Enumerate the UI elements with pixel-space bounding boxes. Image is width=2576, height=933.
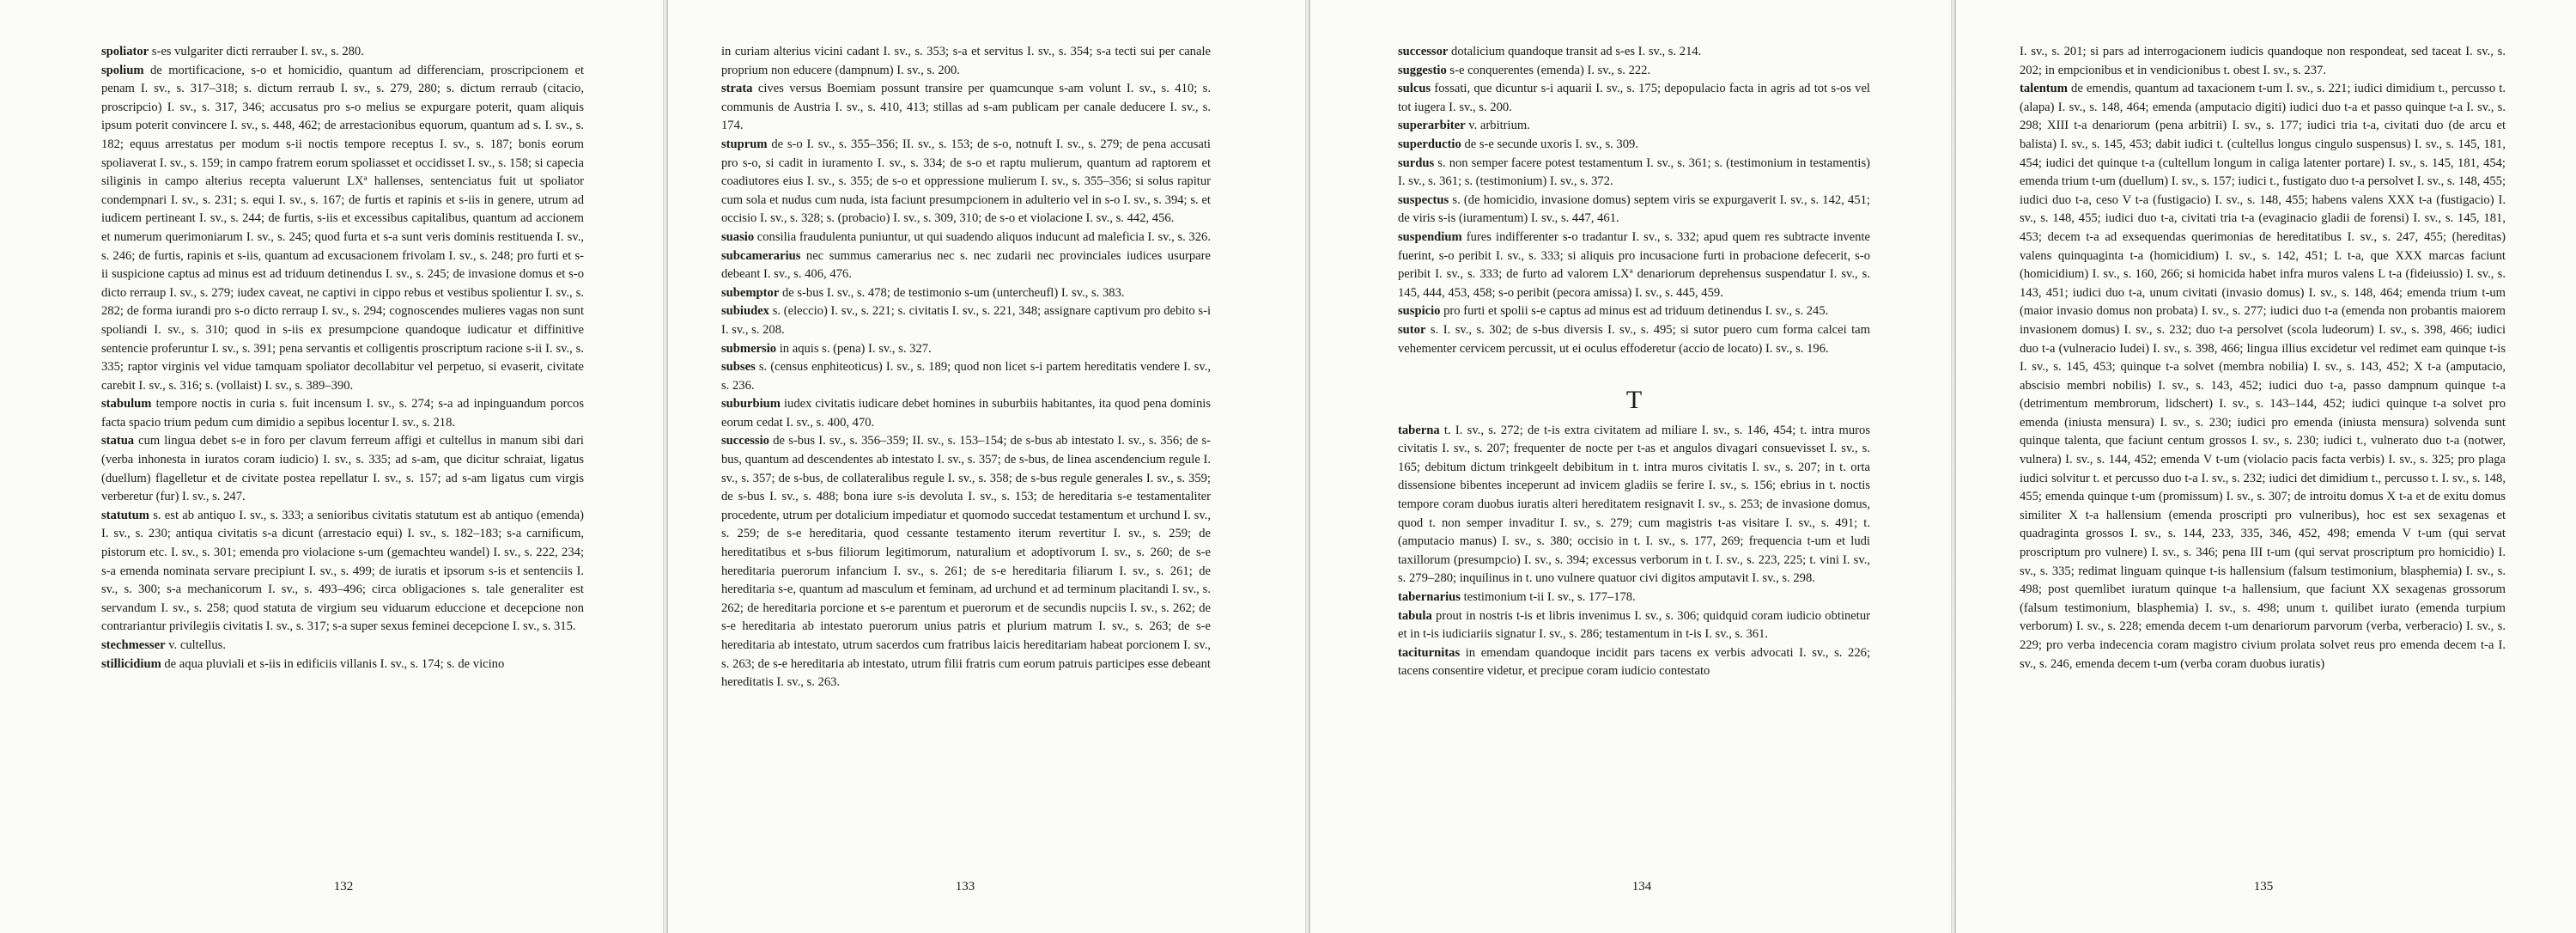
entry-text: pro furti et spolii s-e captus ad minus est ad triduum detinendus I. sv., s. 245. <box>1440 304 1829 319</box>
page-135 <box>1956 0 2576 933</box>
entry-headword: sulcus <box>1398 82 1431 96</box>
page-134 <box>1310 0 1951 933</box>
entry-text: de emendis, quantum ad taxacionem t-um I. sv., s. 221; iudici dimidium t., percusso t. (alapa) I. sv., s. 148, 464; emenda (amputacio digiti) iudici duo t-a et passo quinque t-a I. sv., s. 298; XIII t-a denariorum (pena arbitrii) I. sv., s. 177; iudici tria t-a, civitati duo (de arcu et balista) I. sv., s. 145, 453; dabit iudici t. (cultellus longus cingulo suspensus) I. sv., s. 145, 181, 454; iudici det quinque t-a (cultellum longum in caliga latenter portare) I. sv., s. 145, 181, 454; emenda trium t-um (duellum) I. sv., s. 157; iudici t., fustigato duo t-a persolvet I. sv., s. 148, 455; iudici duo t-a, ceso V t-a (fustigacio) I. sv., s. 148, 455; habens valens XXX t-a (fustigacio) I. sv., s. 148, 455; iudici duo t-a, civitati tria t-a (evaginacio gladii de forensi) I. sv., s. 145, 181, 453; decem t-a ad exsequendas querimonias de hereditatibus I. sv., s. 247, 455; (hereditas) valens quinquaginta t-a (homicidium) I. sv., s. 142, 451; L t-a, que XXX marcas faciunt (homicidium) I. sv., s. 160, 266; si homicida habet infra muros valens L t-a (fideiussio) I. sv., s. 143, 451; iudici duo t-a, unum civitati (invasio domus) I. sv., s. 148, 464; emenda trium t-um (maior invasio domus non probata) I. sv., s. 277; iudici duo t-a (emenda non probantis maiorem invasionem domus) I. sv., s. 232; duo t-a persolvet (scola ludeorum) I. sv., s. 398, 466; iudici duo t-a (vulneracio Iudei) I. sv., s. 398, 466; lingua illius excidetur vel redimet eam quinque t-is I. sv., s. 145, 453; quinque t-a solvet (membra nobilia) I. sv., s. 143, 452; X t-a (amputacio, abscisio membri nobilis) I. sv., s. 143, 452; iudici duo t-a, passo dampnum quinque t-a (detrimentum membrorum, lidschert) I. sv., s. 143–144, 452; iudici quinque t-a solvet pro emenda (iniusta mensura) I. sv., s. 230; iudici pro emenda (iniusta mensura) solvenda sunt quinque talenta, que faciunt centum grossos I. sv., s. 230; iudici t., vulnerato duo t-a (notwer, vulnera) I. sv., s. 144, 452; emenda V t-um (violacio pacis facta verbis) I. sv., s. 325; pro plaga iudici solvitur t. et percusso duo t-a I. sv., s. 232; iudici det dimidium t., percusso t. I. sv., s. 148, 455; emenda quinque t-um (promissum) I. sv., s. 307; de introitu domus X t-a et de exitu domus similiter X t-a hallensium (emenda proscripti pro vulneribus), hoc est sex sexagenas et quadraginta grossos I. sv., s. 144, 233, 335, 346, 452, 498; emenda V t-um (qui servat proscriptum pro vulnere) I. sv., s. 346; pena III t-um (qui servat proscriptum pro homicidio) I. sv., s. 335; redimat linguam quinque t-is hallensium (falsum testimonium, blasphemia) I. sv., s. 498; post quemlibet iuratum quinque t-a hallensium, que faciunt XX sexagenas grossorum (falsum testimonium, blasphemia) I. sv., s. 498; unum t. quilibet iurato (emenda turpium verborum) I. sv., s. 228; emenda decem t-um denariorum parvorum (verba, verberacio) I. sv., s. 229; pro verba indecencia coram magistro civium prolata solvet reus pro emenda decem t-a I. sv., s. 246, emenda decem t-um (verba coram duobus iuratis) <box>2020 82 2506 671</box>
entry-headword: sutor <box>1398 322 1426 337</box>
index-entry <box>721 284 1211 303</box>
entry-headword: subemptor <box>721 285 780 300</box>
page-132 <box>0 0 663 933</box>
index-entry <box>101 507 584 637</box>
entry-text: de s-e secunde uxoris I. sv., s. 309. <box>1461 137 1638 151</box>
entry-text: de s-bus I. sv., s. 356–359; II. sv., s. 153–154; de s-bus ab intestato I. sv., s. 356; de s-bus, quantum ad descendentes ab intestato I. sv., s. 357; de s-bus, de linea ascendencium regule I. sv., s. 357; de s-bus, de collateralibus regule I. sv., s. 358; de s-bus regule generales I. sv., s. 359; de s-bus I. sv., s. 488; bona iure s-is devoluta I. sv., s. 153; de hereditaria s-e testamentaliter procedente, utrum per dotalicium impediatur et quomodo succedat testamentum et urchund I. sv., s. 259; de s-e hereditaria, quod cessante testamento iterum revertitur I. sv., s. 259; de hereditatibus et s-bus filiorum legitimorum, naturalium et adoptivorum I. sv., s. 260; de s-e hereditaria puerorum infancium I. sv., s. 261; de s-e hereditaria filiarum I. sv., s. 261; de hereditaria s-e, quantum ad masculum et feminam, ad urchund et ad terminum placitandi I. sv., s. 262; de hereditaria porcione et s-e parentum et puerorum et de secundis nupciis I. sv., s. 262; de s-e hereditaria ab intestato puerorum unius patris et plurium matrum I. sv., s. 263; de s-e hereditaria ab intestato, utrum sacerdos cum fratribus laicis hereditariam habeat porcionem I. sv., s. 263; de s-e hereditaria ab intestato, utrum filii fratris cum eorum patruis participes esse debeant hereditatis I. sv., s. 263. <box>721 434 1211 690</box>
entry-headword: successio <box>721 434 769 448</box>
index-entry <box>721 247 1211 284</box>
page-number: 134 <box>1631 880 1652 893</box>
index-column <box>101 43 584 674</box>
entry-headword: tabula <box>1398 608 1432 623</box>
entry-text: testimonium t-ii I. sv., s. 177–178. <box>1460 590 1636 605</box>
page-number: 135 <box>2253 880 2274 893</box>
entry-headword: superductio <box>1398 137 1461 151</box>
entry-text: prout in nostris t-is et libris invenimus I. sv., s. 306; quidquid coram iudicio obtinetur et in t-is iudiciariis signatur I. sv., s. 286; testamentum in t-is I. sv., s. 361. <box>1398 608 1870 642</box>
index-entry <box>1398 321 1870 358</box>
entry-text: fures indifferenter s-o tradantur I. sv., s. 332; apud quem res subtracte invente fuerint, s-o peribit I. sv., s. 333; si aliquis pro incusacione furti in probacione defecerit, s-o peribit I. sv., s. 333; de furto ad valorem LXª denariorum deprehensus suspendatur I. sv., s. 145, 444, 453, 458; s-o peribit (pecora amissa) I. sv., s. 445, 459. <box>1398 229 1870 300</box>
index-entry <box>721 136 1211 229</box>
index-entry <box>1398 80 1870 117</box>
entry-headword: stabulum <box>101 397 152 412</box>
entry-headword: suspectus <box>1398 192 1449 207</box>
index-entry <box>101 43 584 62</box>
entry-headword: taciturnitas <box>1398 645 1461 660</box>
index-entry <box>101 637 584 656</box>
index-entry <box>1398 192 1870 229</box>
index-entry <box>1398 136 1870 155</box>
entry-text: in aquis s. (pena) I. sv., s. 327. <box>776 341 932 356</box>
entry-headword: suspendium <box>1398 229 1462 244</box>
index-entry <box>721 358 1211 395</box>
index-entry <box>721 395 1211 432</box>
entry-headword: successor <box>1398 45 1449 58</box>
entry-text: cum lingua debet s-e in foro per clavum ferreum affigi et cultellus in manum sibi dari (verba inhonesta in iuratos coram iudicio) I. sv., s. 335; ad s-am, que dicitur schraiat, ligatus (duellum) flagelletur et de civitate postea repellatur I. sv., s. 157; ad s-am ligatus cum virgis verberetur (fur) I. sv., s. 247. <box>101 434 584 504</box>
entry-headword: superarbiter <box>1398 119 1466 133</box>
entry-headword: subcamerarius <box>721 248 801 263</box>
entry-text: cives versus Boemiam possunt transire per quamcunque s-am volunt I. sv., s. 410; s. communis de Austria I. sv., s. 410, 413; stillas ad s-am publicam per canale deducere I. sv., s. 174. <box>721 82 1211 133</box>
index-entry <box>101 62 584 396</box>
entry-headword: statua <box>101 434 135 448</box>
entries-t <box>1398 422 1870 681</box>
entry-text: in curiam alterius vicini cadant I. sv., s. 353; s-a et servitus I. sv., s. 354; s-a tecti sui per canale proprium non educere (dampnum) I. sv., s. 200. <box>721 45 1211 77</box>
entry-headword: stechmesser <box>101 638 166 652</box>
entry-text: de mortificacione, s-o et homicidio, quantum ad differenciam, proscripcionem et penam I. sv., s. 317–318; s. dictum rerraub I. sv., s. 279, 280; s. dictum rerraub (citacio, proscripcio) I. sv., s. 317, 346; accusatus pro s-o melius se expurgare poterit, quam aliquis ipsum poterit convincere I. sv., s. 448, 462; de arrestacionibus equorum, quantum ad s. I. sv., s. 182; equus arrestatus per modum s-ii noctis tempore receptus I. sv., s. 187; bonis eorum spoliaverat I. sv., s. 159; in campo fratrem eorum spoliasset et occidisset I. sv., s. 158; si capecia siliginis in campo alterius recepta valuerunt LXª hallenses, sentenciatus fuit ut spoliator condempnari I. sv., s. 231; s. equi I. sv., s. 167; de furtis et rapinis et s-iis in genere, utrum ad iudicem pertineant I. sv., s. 244; de furtis, s-iis et excessibus capitalibus, quantum ad accionem et numerum querimoniarum I. sv., s. 245; quod furta et s-a sunt veris dominis restituenda I. sv., s. 246; de furtis, rapinis et s-iis, quantum ad excusacionem frivolam I. sv., s. 248; pro furti et s-ii suspicione captus ad minus est ad triduum detinendus I. sv., s. 245; de invasione domus et s-o dicto rerraup I. sv., s. 279; iudex caveat, ne captivi in cippo rebus et vestibus spolientur I. sv., s. 282; de forma iurandi pro s-o dicto rerraup I. sv., s. 294; cognoscendes mulieres vagas non sunt spoliandi I. sv., s. 310; quod in s-iis ex presumpcione quandoque iudicatur et diffinitive sentencie proferuntur I. sv., s. 391; pena servantis et colligentis proscriptum racione s-ii I. sv., s. 335; raptor virginis vel vidue tamquam spoliator decollabitur vel perpetuo, si evaserit, civitate carebit I. sv., s. 316; s. (vollaist) I. sv., s. 389–390. <box>101 63 584 393</box>
entry-text: s. non semper facere potest testamentum I. sv., s. 361; s. (testimonium in testamentis) I. sv., s. 361; s. (testimonium) I. sv., s. 372. <box>1398 156 1870 189</box>
index-entry <box>1398 607 1870 644</box>
index-entry <box>721 80 1211 136</box>
index-entry <box>1398 644 1870 681</box>
entry-text: de s-bus I. sv., s. 478; de testimonio s-um (untercheufl) I. sv., s. 383. <box>779 285 1125 300</box>
entry-headword: strata <box>721 82 753 96</box>
entry-text: s-e conquerentes (emenda) I. sv., s. 222. <box>1446 63 1651 77</box>
entry-headword: stuprum <box>721 137 768 151</box>
index-entry <box>2020 80 2506 674</box>
page-number: 132 <box>333 880 354 893</box>
entry-text: in emendam quandoque incidit pars tacens ex verbis advocati I. sv., s. 226; tacens consentire videtur, et precipue coram iudicio contestato <box>1398 645 1870 679</box>
index-entry <box>1398 117 1870 136</box>
index-entry <box>1398 62 1870 81</box>
entry-text: fossati, que dicuntur s-i aquarii I. sv., s. 175; depopulacio facta in agris ad tot s-os vel tot iugera I. sv., s. 200. <box>1398 82 1870 114</box>
index-entry <box>1398 43 1870 62</box>
page-133 <box>668 0 1305 933</box>
entry-text: s. (eleccio) I. sv., s. 221; s. civitatis I. sv., s. 221, 348; assignare captivum pro debito s-i I. sv., s. 208. <box>721 304 1211 337</box>
entry-headword: talentum <box>2020 82 2068 96</box>
index-entry <box>721 340 1211 359</box>
index-entry <box>1398 588 1870 607</box>
index-entry <box>1398 229 1870 302</box>
entry-headword: spolium <box>101 63 144 77</box>
entry-text: de aqua pluviali et s-iis in edificiis villanis I. sv., s. 174; s. de vicino <box>161 656 505 671</box>
entry-text: dotalicium quandoque transit ad s-es I. sv., s. 214. <box>1448 45 1702 58</box>
index-column <box>2020 43 2506 674</box>
entry-headword: taberna <box>1398 423 1440 437</box>
index-entry <box>1398 155 1870 192</box>
entry-headword: surdus <box>1398 156 1435 170</box>
entry-text: s. est ab antiquo I. sv., s. 333; a senioribus civitatis statutum est ab antiquo (emenda) I. sv., s. 230; antiqua civitatis s-a dicunt (arrestacio equi) I. sv., s. 182–183; s-a carnificum, pistorum etc. I. sv., s. 301; emenda pro violacione s-um (gemachteu wandel) I. sv., s. 222, 234; s-a emenda nominata servare precipiunt I. sv., s. 499; de iuratis et ipsorum s-is et sentenciis I. sv., s. 300; s-a mechanicorum I. sv., s. 493–496; circa obligaciones s. tale generaliter est servandum I. sv., s. 258; quod statuta de virgium seu viduarum educcione et decepcione non contrariantur privilegiis civitatis I. sv., s. 317; s-a super sexus feminei decepcione I. sv., s. 315. <box>101 508 584 634</box>
entry-text: iudex civitatis iudicare debet homines in suburbiis habitantes, ita quod pena dominis eorum cedat I. sv., s. 400, 470. <box>721 397 1211 430</box>
index-entry <box>101 395 584 432</box>
entry-text: s. (census enphiteoticus) I. sv., s. 189; quod non licet s-i partem hereditatis vendere I. sv., s. 236. <box>721 360 1211 393</box>
entry-text: v. arbitrium. <box>1465 119 1530 133</box>
entry-text: de s-o I. sv., s. 355–356; II. sv., s. 153; de s-o, notnuft I. sv., s. 279; de pena accusati pro s-o, si cadit in iuramento I. sv., s. 334; de s-o et raptu mulierum, quantum ad raptorem et coadiutores eius I. sv., s. 355; de s-o et oppressione mulierum I. sv., s. 355–356; si solus rapitur cum sola et nudus cum nuda, ista faciunt presumpcionem in adulterio vel in s-o I. sv., s. 394; s. et occisio I. sv., s. 328; s. (probacio) I. sv., s. 309, 310; de s-o et violacione I. sv., s. 442, 456. <box>721 137 1211 226</box>
entry-text: v. cultellus. <box>165 638 226 652</box>
index-entry <box>101 656 584 674</box>
entry-headword: spoliator <box>101 45 149 58</box>
entry-headword: subiudex <box>721 304 769 319</box>
entry-text: nec summus camerarius nec s. nec zudarii nec provinciales iudices usurpare debeant I. sv., s. 406, 476. <box>721 248 1211 282</box>
index-entry <box>2020 43 2506 80</box>
index-entry <box>721 229 1211 247</box>
index-entry <box>1398 422 1870 588</box>
entry-headword: suggestio <box>1398 63 1447 77</box>
entry-text: t. I. sv., s. 272; de t-is extra civitatem ad miliare I. sv., s. 146, 454; t. intra muros civitatis I. sv., s. 207; frequenter de nocte per t-as et angulos divagari consuevisset I. sv., s. 165; debitum dictum trinkgeelt debibitum in t. intra muros civitatis I. sv., s. 207; in t. orta dissensione bibentes inceperunt ad invicem gladiis se ferire I. sv., s. 156; ebrius in t. noctis tempore coram duobus iuratis alteri hereditatem resignavit I. sv., s. 253; de invasione domus, quod t. non semper invaditur I. sv., s. 279; cum magistris t-as visitare I. sv., s. 491; t. (amputacio manus) I. sv., s. 380; occisio in t. I. sv., s. 177, 269; frequencia t-um et ludi taxillorum (presumpcio) I. sv., s. 394; excessus verborum in t. I. sv., s. 223, 225; t. vini I. sv., s. 279–280; inquilinus in t. uno vulnere quatuor civi digitos amputavit I. sv., s. 298. <box>1398 423 1870 586</box>
index-column <box>721 43 1211 692</box>
entries-s <box>1398 43 1870 358</box>
entry-text: tempore noctis in curia s. fuit incensum I. sv., s. 274; s-a ad inpinguandum porcos facta spacio trium pedum cum dimidio a sepibus locentur I. sv., s. 218. <box>101 397 584 430</box>
index-entry <box>101 432 584 506</box>
entry-text: consilia fraudulenta puniuntur, ut qui suadendo aliquos inducunt ad maleficia I. sv., s. 326. <box>754 229 1211 244</box>
entry-text: s-es vulgariter dicti rerrauber I. sv., s. 280. <box>149 45 364 58</box>
entry-headword: statutum <box>101 508 149 522</box>
index-entry <box>721 432 1211 692</box>
entry-text: s. (de homicidio, invasione domus) septem viris se expurgaverit I. sv., s. 142, 451; de viris s-is (iuramentum) I. sv., s. 447, 461. <box>1398 192 1870 226</box>
entry-headword: submersio <box>721 341 777 356</box>
entry-text: I. sv., s. 201; si pars ad interrogacionem iudicis quandoque non respondeat, sed taceat I. sv., s. 202; in empcionibus et in vendicionibus t. obest I. sv., s. 237. <box>2020 45 2506 77</box>
index-entry <box>721 302 1211 339</box>
index-entry <box>1398 302 1870 321</box>
entry-headword: suburbium <box>721 397 781 412</box>
index-entry <box>721 43 1211 80</box>
section-letter: T <box>1625 386 1643 415</box>
entry-headword: suspicio <box>1398 304 1441 319</box>
entry-headword: stillicidium <box>101 656 161 671</box>
page-number: 133 <box>955 880 975 893</box>
entry-text: s. I. sv., s. 302; de s-bus diversis I. sv., s. 495; si sutor puero cum forma calcei tam vehementer cervicem percussit, ut ei oculus effoderetur (accio de locato) I. sv., s. 196. <box>1398 322 1870 356</box>
entry-headword: subses <box>721 360 756 375</box>
entry-headword: suasio <box>721 229 755 244</box>
index-column <box>1398 43 1870 681</box>
entry-headword: tabernarius <box>1398 590 1461 605</box>
